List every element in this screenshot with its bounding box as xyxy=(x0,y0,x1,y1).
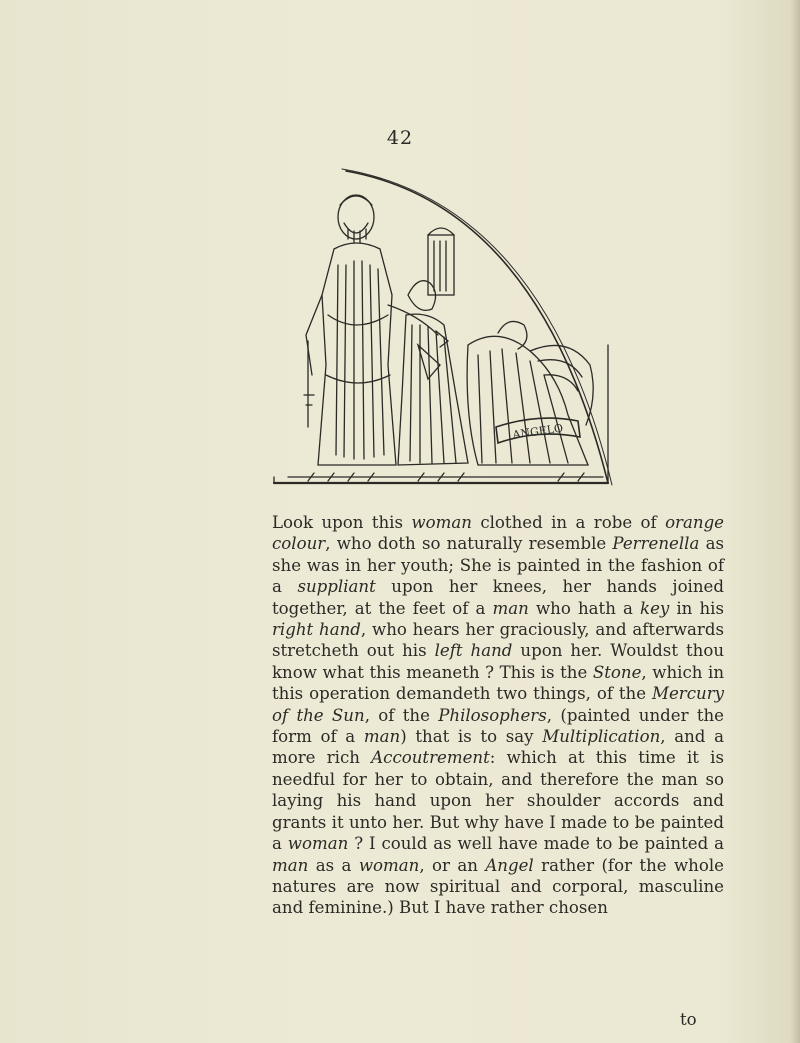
italic-run: key xyxy=(640,598,670,618)
italic-run: right hand xyxy=(272,620,361,640)
italic-run: left hand xyxy=(434,641,513,661)
page-edge-shadow xyxy=(790,0,800,1043)
italic-run: Angel xyxy=(485,855,534,875)
text-run: rather (for the whole natures are now spiritual and corporal, masculine and feminine.) But I have rather chosen xyxy=(272,855,724,918)
italic-run: man xyxy=(363,727,401,747)
woodcut-banner-text: ANGELO xyxy=(511,421,564,442)
text-run: ? I could as well have made to be painted a xyxy=(348,834,724,854)
italic-run: woman xyxy=(411,513,472,532)
italic-run: orange colour xyxy=(272,513,725,554)
text-run: ) that is to say xyxy=(400,727,543,747)
page-number: 42 xyxy=(386,127,414,149)
italic-run: Stone xyxy=(592,662,642,682)
italic-run: Mercury of the Sun xyxy=(272,684,724,725)
text-run: , of the xyxy=(364,705,439,725)
text-run: Look upon this xyxy=(272,513,412,532)
text-run: as she was in her youth; She is painted in the fashion of a xyxy=(272,534,724,597)
text-run: as a xyxy=(308,855,359,875)
italic-run: Accoutrement xyxy=(371,748,490,768)
text-run: upon her. Wouldst thou know what this meaneth ? This is the xyxy=(272,641,725,682)
text-run: in his xyxy=(669,598,724,618)
italic-run: woman xyxy=(287,834,349,854)
text-run: , who hears her graciously, and afterwards stretcheth out his xyxy=(272,620,724,661)
italic-run: Philosophers xyxy=(438,705,547,725)
text-run: , who doth so naturally resemble xyxy=(325,534,613,554)
paragraph xyxy=(272,512,724,919)
text-run: , (painted under the form of a xyxy=(272,705,724,747)
text-run: , which in this operation demandeth two things, of the xyxy=(272,662,724,704)
text-run: , or an xyxy=(419,855,486,875)
woodcut-illustration xyxy=(268,165,614,493)
text-run: clothed in a robe of xyxy=(471,513,666,532)
body-text xyxy=(272,512,724,919)
text-run: , and a more rich xyxy=(272,727,725,768)
catchword: to xyxy=(680,1010,697,1029)
italic-run: woman xyxy=(358,855,420,875)
text-run: who hath a xyxy=(528,598,641,618)
text-run: upon her knees, her hands joined together, at the feet of a xyxy=(272,577,724,618)
italic-run: Perrenella xyxy=(612,534,700,554)
italic-run: Multiplication xyxy=(542,727,661,747)
italic-run: suppliant xyxy=(297,577,376,597)
italic-run: man xyxy=(272,855,309,875)
italic-run: man xyxy=(492,598,529,618)
text-run: : which at this time it is needful for her to obtain, and therefore the man so laying his hand upon her shoulder accords and grants it unto her. But why have I made to be painted a xyxy=(272,748,724,854)
